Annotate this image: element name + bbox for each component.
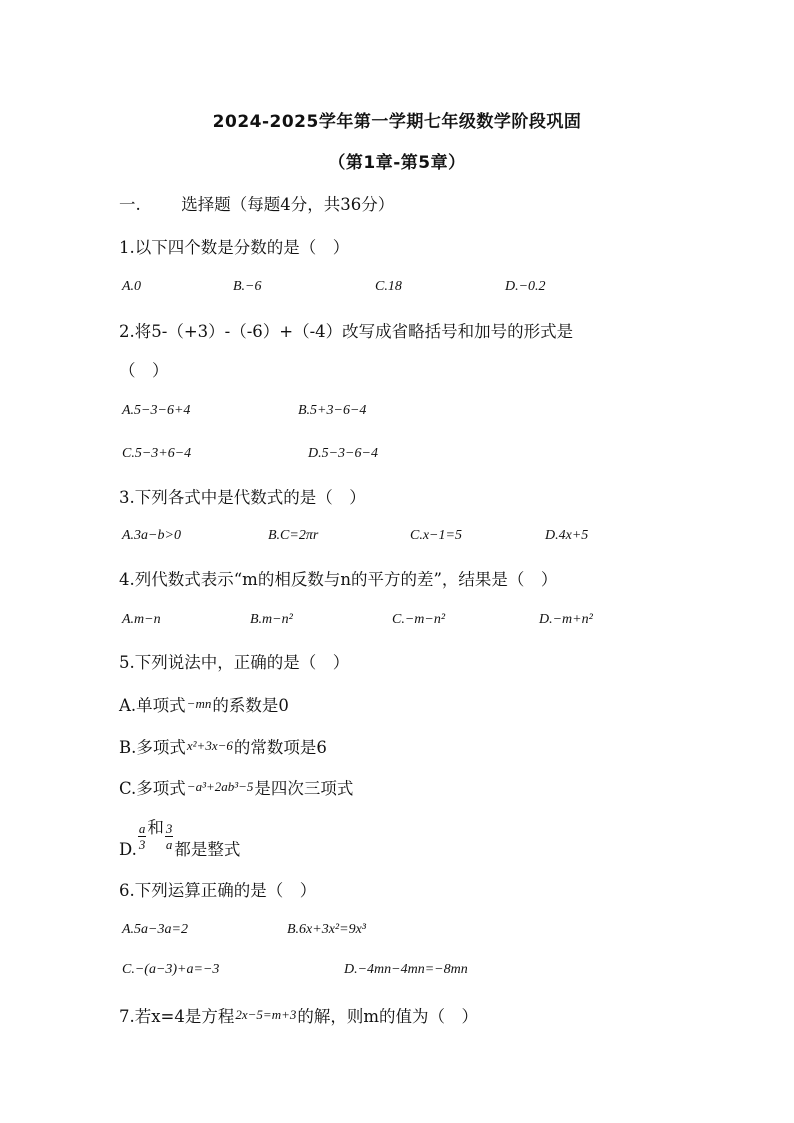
q5-option-c: [119, 775, 353, 799]
q5-a-math: −mn: [186, 696, 212, 711]
q1-option-c: C.18: [375, 279, 402, 294]
section-heading: [119, 191, 394, 215]
section-label: 选择题（每题4分，共36分）: [181, 195, 395, 214]
question-4-stem: 4.列代数式表示“m的相反数与n的平方的差”，结果是（ ）: [119, 570, 558, 589]
question-5-stem: 5.下列说法中，正确的是（ ）: [119, 653, 350, 672]
q3-option-a: A.3a−b>0: [122, 528, 181, 543]
q1-option-b: B.−6: [233, 279, 262, 294]
q2-option-d: D.5−3−6−4: [308, 446, 378, 461]
q4-option-a: A.m−n: [122, 612, 161, 627]
q4-option-d: D.−m+n²: [539, 612, 593, 627]
q5-d-frac2-denominator: a: [165, 837, 173, 852]
q7-stem-prefix: 7.若x=4是方程: [119, 1007, 235, 1026]
q7-stem-suffix: 的解，则m的值为（ ）: [297, 1007, 479, 1026]
q5-d-suffix: 都是整式: [174, 840, 241, 859]
q5-d-frac1-denominator: 3: [138, 837, 146, 852]
q5-c-prefix: C.多项式: [119, 779, 186, 798]
q5-b-math: x²+3x−6: [186, 738, 233, 753]
q5-c-math: −a³+2ab³−5: [186, 779, 254, 794]
question-6-stem: 6.下列运算正确的是（ ）: [119, 881, 317, 900]
q3-option-c: C.x−1=5: [410, 528, 462, 543]
q5-a-suffix: 的系数是0: [212, 696, 289, 715]
q5-b-suffix: 的常数项是6: [233, 738, 327, 757]
q5-a-prefix: A.单项式: [119, 696, 186, 715]
q6-option-a: A.5a−3a=2: [122, 922, 188, 937]
q3-option-d: D.4x+5: [545, 528, 589, 543]
q7-stem-math: 2x−5=m+3: [235, 1007, 297, 1022]
q4-option-c: C.−m−n²: [392, 612, 446, 627]
q5-b-prefix: B.多项式: [119, 738, 186, 757]
q4-option-b: B.m−n²: [250, 612, 293, 627]
q6-option-c: C.−(a−3)+a=−3: [122, 962, 220, 977]
page-title: 2024-2025学年第一学期七年级数学阶段巩固: [212, 112, 582, 132]
question-7-stem: [119, 1003, 478, 1027]
q5-d-frac2-numerator: 3: [165, 821, 173, 836]
q2-option-a: A.5−3−6+4: [122, 403, 191, 418]
q5-d-prefix: D.: [119, 840, 137, 859]
question-2-stem-cont: （ ）: [119, 361, 169, 380]
q1-option-d: D.−0.2: [505, 279, 546, 294]
q5-d-fraction-2: [165, 821, 174, 852]
q5-d-and: 和: [147, 818, 164, 837]
q2-option-b: B.5+3−6−4: [298, 403, 367, 418]
q5-option-b: [119, 734, 327, 758]
q3-option-b: B.C=2πr: [268, 528, 319, 543]
q1-option-a: A.0: [122, 279, 142, 294]
q2-option-c: C.5−3+6−4: [122, 446, 192, 461]
question-1-stem: 1.以下四个数是分数的是（ ）: [119, 238, 350, 257]
q6-option-b: B.6x+3x²=9x³: [287, 922, 366, 937]
q5-d-frac1-numerator: a: [138, 821, 146, 836]
q5-c-suffix: 是四次三项式: [254, 779, 354, 798]
q5-option-d: [119, 814, 240, 860]
section-number: 一.: [119, 195, 141, 214]
q6-option-d: D.−4mn−4mn=−8mn: [344, 962, 468, 977]
q5-d-fraction-1: [138, 821, 147, 852]
question-3-stem: 3.下列各式中是代数式的是（ ）: [119, 488, 366, 507]
question-2-stem: 2.将5-（+3）-（-6）+（-4）改写成省略括号和加号的形式是: [119, 322, 574, 341]
page-subtitle: （第1章-第5章）: [328, 153, 466, 173]
q5-option-a: [119, 692, 289, 716]
